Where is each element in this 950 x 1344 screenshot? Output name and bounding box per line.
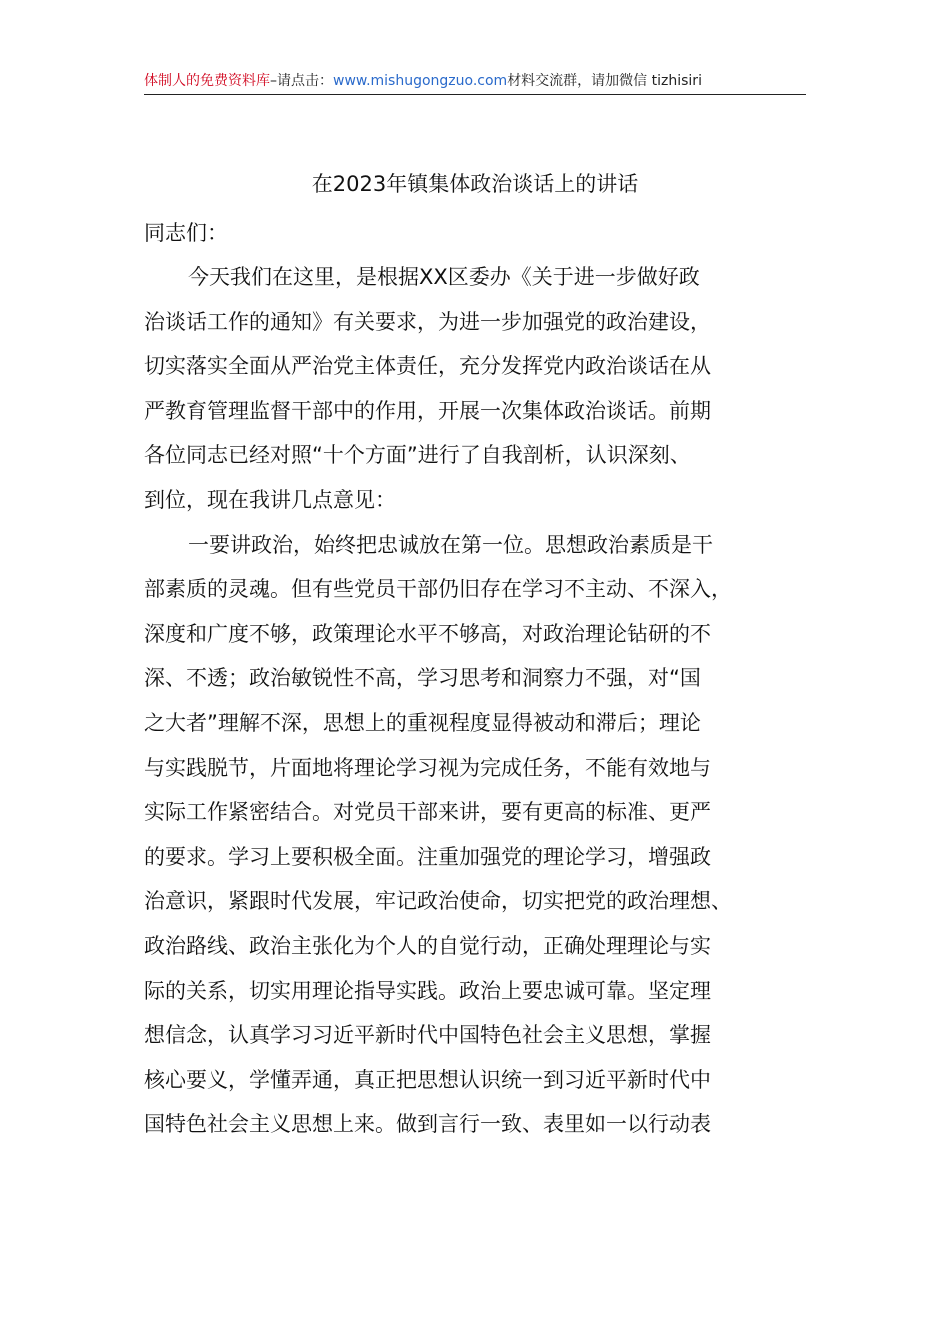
paragraph-line: 各位同志已经对照“十个方面”进行了自我剖析，认识深刻、 xyxy=(144,443,691,468)
header-link[interactable]: www.mishugongzuo.com xyxy=(333,73,508,89)
header-brand: 体制人的免费资料库 xyxy=(144,73,270,89)
document-title: 在2023年镇集体政治谈话上的讲话 xyxy=(311,172,639,196)
page-header xyxy=(144,68,806,95)
paragraph-line: 严教育管理监督干部中的作用，开展一次集体政治谈话。前期 xyxy=(144,398,711,423)
paragraph-line: 治意识，紧跟时代发展，牢记政治使命，切实把党的政治理想、 xyxy=(144,889,732,914)
paragraph-line: 之大者”理解不深，思想上的重视程度显得被动和滞后；理论 xyxy=(144,710,701,735)
paragraph-line: 到位，现在我讲几点意见： xyxy=(144,487,396,512)
document-body xyxy=(144,255,816,1147)
paragraph-line: 的要求。学习上要积极全面。注重加强党的理论学习，增强政 xyxy=(144,844,711,869)
salutation: 同志们： xyxy=(144,221,228,245)
paragraph-line: 与实践脱节，片面地将理论学习视为完成任务，不能有效地与 xyxy=(144,755,711,780)
header-prompt: –请点击： xyxy=(270,73,333,89)
paragraph-line: 深、不透；政治敏锐性不高，学习思考和洞察力不强，对“国 xyxy=(144,666,701,691)
header-contact: 材料交流群，请加微信 tizhisiri xyxy=(507,73,702,89)
paragraph-line: 一要讲政治，始终把忠诚放在第一位。思想政治素质是干 xyxy=(188,532,713,557)
paragraph-line: 部素质的灵魂。但有些党员干部仍旧存在学习不主动、不深入， xyxy=(144,577,732,602)
paragraph-line: 今天我们在这里，是根据XX区委办《关于进一步做好政 xyxy=(188,265,700,289)
paragraph-line: 深度和广度不够，政策理论水平不够高，对政治理论钻研的不 xyxy=(144,621,711,646)
paragraph-line: 际的关系，切实用理论指导实践。政治上要忠诚可靠。坚定理 xyxy=(144,978,711,1003)
paragraph-line: 国特色社会主义思想上来。做到言行一致、表里如一以行动表 xyxy=(144,1112,711,1137)
paragraph-line: 想信念，认真学习习近平新时代中国特色社会主义思想，掌握 xyxy=(144,1023,711,1048)
paragraph-line: 政治路线、政治主张化为个人的自觉行动，正确处理理论与实 xyxy=(144,933,711,958)
paragraph-line: 核心要义，学懂弄通，真正把思想认识统一到习近平新时代中 xyxy=(144,1067,711,1092)
paragraph-line: 切实落实全面从严治党主体责任，充分发挥党内政治谈话在从 xyxy=(144,354,711,379)
paragraph-line: 治谈话工作的通知》有关要求，为进一步加强党的政治建设， xyxy=(144,309,711,334)
paragraph-line: 实际工作紧密结合。对党员干部来讲，要有更高的标准、更严 xyxy=(144,800,711,825)
